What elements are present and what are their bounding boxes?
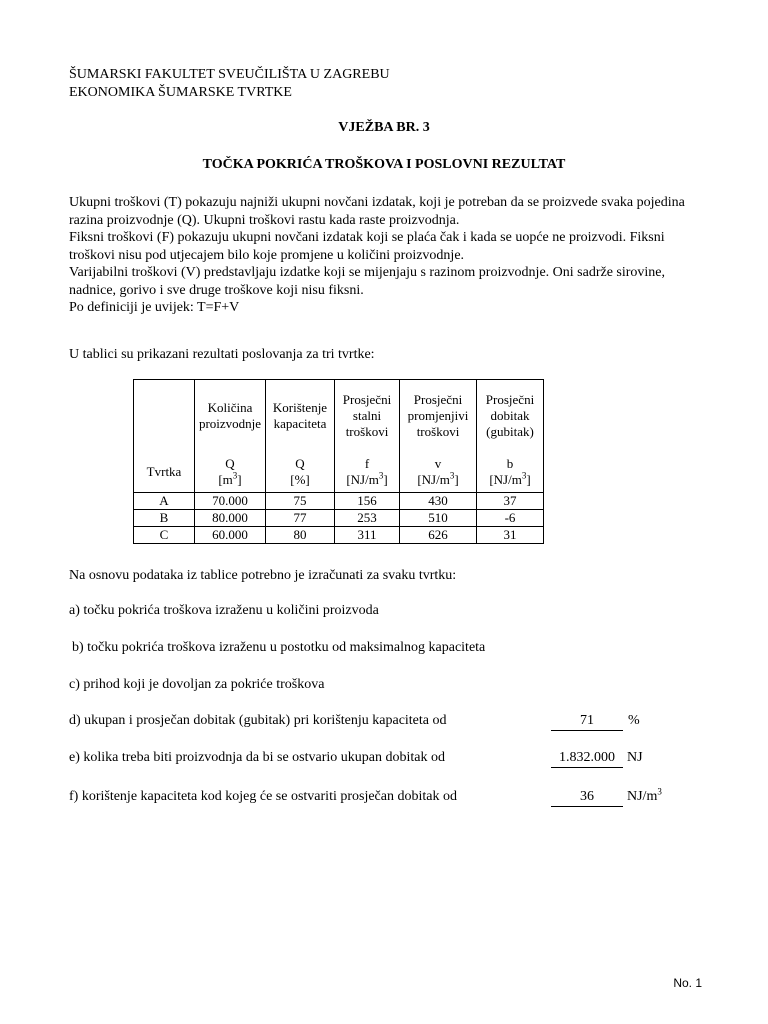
- cell-profit: 37: [477, 493, 544, 510]
- cell-company: C: [134, 527, 195, 544]
- cell-company: B: [134, 510, 195, 527]
- unit: $[NJ/m^3]$: [489, 470, 531, 487]
- table-row: [134, 493, 544, 510]
- cell-quantity: 70.000: [195, 493, 266, 510]
- page-number: No. 1: [673, 976, 702, 990]
- task-c: c) prihod koji je dovoljan za pokriće troškova: [69, 677, 325, 692]
- unit-cell-profit: [477, 452, 544, 493]
- table-units-row: [134, 452, 544, 493]
- cell-variable-costs: 430: [400, 493, 477, 510]
- intro-text: [69, 194, 709, 317]
- unit: $[m^3]$: [218, 470, 242, 487]
- task-d-answer: 71: [551, 712, 623, 731]
- cell-fixed-costs: 311: [335, 527, 400, 544]
- task-e-answer: 1.832.000: [551, 749, 623, 768]
- header-capacity: Korištenje kapaciteta: [266, 380, 335, 453]
- course-name: EKONOMIKA ŠUMARSKE TVRTKE: [69, 85, 292, 100]
- symbol: Q: [225, 456, 235, 471]
- cell-profit: 31: [477, 527, 544, 544]
- header-profit: Prosječni dobitak (gubitak): [477, 380, 544, 453]
- header-fixed-costs: Prosječni stalni troškovi: [335, 380, 400, 453]
- task-b: b) točku pokrića troškova izraženu u postotku od maksimalnog kapaciteta: [72, 640, 486, 655]
- unit-cell-capacity: [266, 452, 335, 493]
- task-e: e) kolika treba biti proizvodnja da bi se ostvario ukupan dobitak od: [69, 750, 445, 765]
- results-table: [133, 379, 544, 544]
- header-company: Tvrtka: [134, 380, 195, 493]
- table-row: [134, 510, 544, 527]
- symbol: Q: [295, 456, 305, 471]
- unit-cell-fixed-costs: [335, 452, 400, 493]
- symbol: v: [434, 456, 442, 471]
- cell-fixed-costs: 156: [335, 493, 400, 510]
- cell-capacity: 75: [266, 493, 335, 510]
- faculty-name: ŠUMARSKI FAKULTET SVEUČILIŠTA U ZAGREBU: [69, 67, 390, 82]
- exercise-subtitle: TOČKA POKRIĆA TROŠKOVA I POSLOVNI REZULTAT: [202, 157, 566, 172]
- cell-quantity: 80.000: [195, 510, 266, 527]
- header-quantity: Količina proizvodnje: [195, 380, 266, 453]
- task-f: f) korištenje kapaciteta kod kojeg će se ostvariti prosječan dobitak od: [69, 789, 457, 804]
- task-a: a) točku pokrića troškova izraženu u količini proizvoda: [69, 603, 379, 618]
- task-f-answer: 36: [551, 788, 623, 807]
- unit-cell-variable-costs: [400, 452, 477, 493]
- cell-capacity: 80: [266, 527, 335, 544]
- intro-paragraph-variable-costs: Varijabilni troškovi (V) predstavljaju izdatke koji se mijenjaju s razinom proizvodnje. Oni sadrže sirovine, nadnice, gorivo i sve druge troškove koji nisu fiksni.: [69, 265, 666, 298]
- cell-company: A: [134, 493, 195, 510]
- table-row: [134, 527, 544, 544]
- table-header-row: [134, 380, 544, 453]
- cell-capacity: 77: [266, 510, 335, 527]
- cell-variable-costs: 626: [400, 527, 477, 544]
- intro-paragraph-total-costs: Ukupni troškovi (T) pokazuju najniži ukupni novčani izdatak, koji je potreban da se proizvede svaka pojedina razina proizvodnje (Q). Ukupni troškovi rastu kada raste proizvodnja.: [69, 195, 685, 228]
- unit: $[NJ/m^3]$: [417, 470, 459, 487]
- unit: [%]: [290, 472, 310, 487]
- cell-variable-costs: 510: [400, 510, 477, 527]
- intro-paragraph-definition: Po definiciji je uvijek: T=F+V: [69, 300, 240, 315]
- tasks-intro: Na osnovu podataka iz tablice potrebno je izračunati za svaku tvrtku:: [69, 568, 457, 583]
- unit: $[NJ/m^3]$: [346, 470, 388, 487]
- symbol: b: [506, 456, 514, 471]
- task-d: d) ukupan i prosječan dobitak (gubitak) pri korištenju kapaciteta od: [69, 713, 447, 728]
- header-variable-costs: Prosječni promjenjivi troškovi: [400, 380, 477, 453]
- table-intro: U tablici su prikazani rezultati poslovanja za tri tvrtke:: [69, 347, 375, 362]
- task-e-unit: NJ: [627, 750, 643, 765]
- symbol: f: [364, 456, 370, 471]
- cell-fixed-costs: 253: [335, 510, 400, 527]
- intro-paragraph-fixed-costs: Fiksni troškovi (F) pokazuju ukupni novčani izdatak koji se plaća čak i kada se uopće ne proizvodi. Fiksni troškovi nisu pod utjecajem bilo koje promjene u količini proizvodnje.: [69, 230, 665, 263]
- unit-cell-quantity: [195, 452, 266, 493]
- cell-quantity: 60.000: [195, 527, 266, 544]
- task-f-unit: $NJ/m^3$: [627, 786, 662, 804]
- exercise-title: VJEŽBA BR. 3: [338, 120, 430, 135]
- cell-profit: -6: [477, 510, 544, 527]
- task-d-unit: %: [628, 713, 640, 728]
